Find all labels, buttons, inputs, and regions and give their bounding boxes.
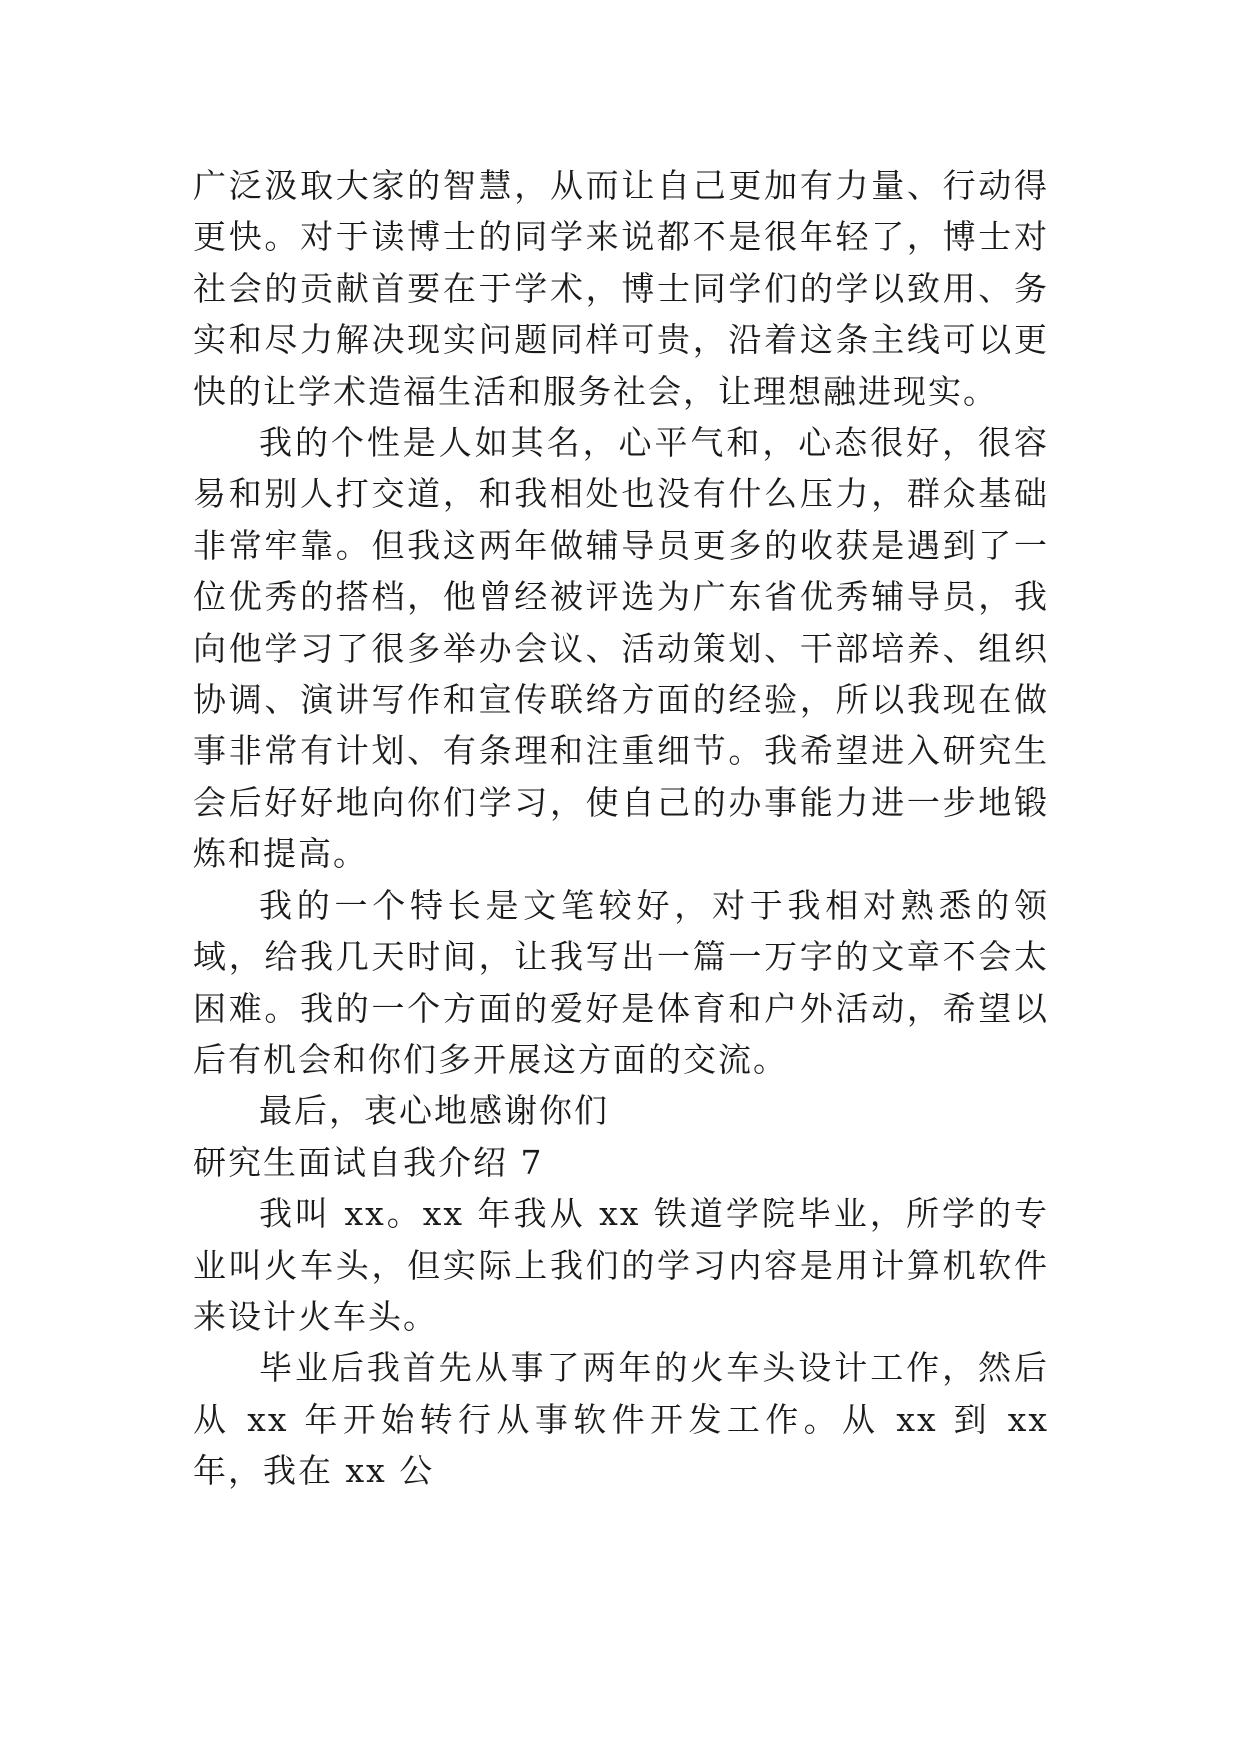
paragraph-introduction: 我叫 xx。xx 年我从 xx 铁道学院毕业，所学的专业叫火车头，但实际上我们的学习内容是用计算机软件来设计火车头。 [193,1194,1049,1336]
document-body [193,160,1049,1497]
paragraph-closing: 最后，衷心地感谢你们 [259,1091,609,1131]
paragraph-continuation: 广泛汲取大家的智慧，从而让自己更加有力量、行动得更快。对于读博士的同学来说都不是很年轻了，博士对社会的贡献首要在于学术，博士同学们的学以致用、务实和尽力解决现实问题同样可贵，沿着这条主线可以更快的让学术造福生活和服务社会，让理想融进现实。 [193,166,1049,411]
paragraph-strengths: 我的一个特长是文笔较好，对于我相对熟悉的领域，给我几天时间，让我写出一篇一万字的文章不会太困难。我的一个方面的爱好是体育和户外活动，希望以后有机会和你们多开展这方面的交流。 [193,885,1049,1079]
paragraph-personality: 我的个性是人如其名，心平气和，心态很好，很容易和别人打交道，和我相处也没有什么压力，群众基础非常牢靠。但我这两年做辅导员更多的收获是遇到了一位优秀的搭档，他曾经被评选为广东省优秀辅导员，我向他学习了很多举办会议、活动策划、干部培养、组织协调、演讲写作和宣传联络方面的经验，所以我现在做事非常有计划、有条理和注重细节。我希望进入研究生会后好好地向你们学习，使自己的办事能力进一步地锻炼和提高。 [193,423,1049,874]
section-heading: 研究生面试自我介绍 7 [193,1142,544,1182]
paragraph-career: 毕业后我首先从事了两年的火车头设计工作，然后从 xx 年开始转行从事软件开发工作。从 xx 到 xx 年，我在 xx 公 [193,1348,1049,1491]
